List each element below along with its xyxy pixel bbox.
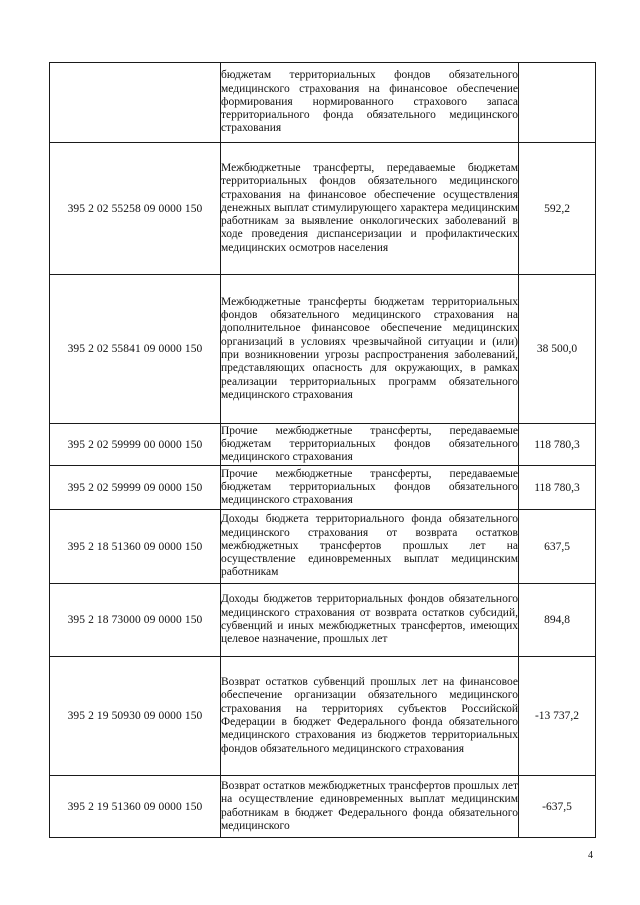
description-cell: Возврат остатков межбюджетных трансфертов прошлых лет на осуществление единовременных выплат медицинским работникам в бюджет Федерального фонда обязательного медицинского	[221, 776, 519, 838]
budget-code-cell: 395 2 18 51360 09 0000 150	[50, 510, 221, 584]
budget-code-cell: 395 2 19 50930 09 0000 150	[50, 657, 221, 776]
amount-cell: 637,5	[519, 510, 596, 584]
description-cell: Межбюджетные трансферты бюджетам территориальных фондов обязательного медицинского страхования на дополнительное финансовое обеспечение медицинских организаций в условиях чрезвычайной ситуации и (или) при возникновении угрозы распространения заболеваний, представляющих опасность для окружающих, в рамках реализации территориальных программ обязательного медицинского страхования	[221, 275, 519, 424]
description-cell: Возврат остатков субвенций прошлых лет на финансовое обеспечение организации обязательного медицинского страхования на территориях субъектов Российской Федерации в бюджет Федерального фонда обязательного медицинского страхования из бюджетов территориальных фондов обязательного медицинского страхования	[221, 657, 519, 776]
amount-cell: 118 780,3	[519, 424, 596, 466]
description-cell: Доходы бюджетов территориальных фондов обязательного медицинского страхования от возврата остатков субсидий, субвенций и иных межбюджетных трансфертов, имеющих целевое назначение, прошлых лет	[221, 584, 519, 657]
table-row	[50, 275, 596, 424]
revenue-table	[49, 62, 596, 838]
table-row	[50, 657, 596, 776]
amount-cell: 38 500,0	[519, 275, 596, 424]
table-row	[50, 63, 596, 143]
amount-cell: 118 780,3	[519, 466, 596, 510]
description-cell: Прочие межбюджетные трансферты, передаваемые бюджетам территориальных фондов обязательного медицинского страхования	[221, 424, 519, 466]
amount-cell: 592,2	[519, 143, 596, 275]
description-cell: Доходы бюджета территориального фонда обязательного медицинского страхования от возврата остатков межбюджетных трансфертов прошлых лет на осуществление единовременных выплат медицинским работникам	[221, 510, 519, 584]
page-number: 4	[588, 850, 593, 861]
description-cell: Прочие межбюджетные трансферты, передаваемые бюджетам территориальных фондов обязательного медицинского страхования	[221, 466, 519, 510]
amount-cell: -13 737,2	[519, 657, 596, 776]
table-row	[50, 143, 596, 275]
description-cell: бюджетам территориальных фондов обязательного медицинского страхования на финансовое обеспечение формирования нормированного страхового запаса территориального фонда обязательного медицинского страхования	[221, 63, 519, 143]
table-row	[50, 510, 596, 584]
budget-code-cell: 395 2 18 73000 09 0000 150	[50, 584, 221, 657]
budget-code-cell	[50, 63, 221, 143]
budget-code-cell: 395 2 02 59999 09 0000 150	[50, 466, 221, 510]
budget-code-cell: 395 2 19 51360 09 0000 150	[50, 776, 221, 838]
amount-cell: 894,8	[519, 584, 596, 657]
budget-code-cell: 395 2 02 59999 00 0000 150	[50, 424, 221, 466]
table-row	[50, 584, 596, 657]
table-row	[50, 466, 596, 510]
amount-cell	[519, 63, 596, 143]
table-row	[50, 424, 596, 466]
amount-cell: -637,5	[519, 776, 596, 838]
budget-code-cell: 395 2 02 55258 09 0000 150	[50, 143, 221, 275]
table-row	[50, 776, 596, 838]
budget-code-cell: 395 2 02 55841 09 0000 150	[50, 275, 221, 424]
description-cell: Межбюджетные трансферты, передаваемые бюджетам территориальных фондов обязательного медицинского страхования на финансовое обеспечение осуществления денежных выплат стимулирующего характера медицинским работникам за выявление онкологических заболеваний в ходе проведения диспансеризации и профилактических медицинских осмотров населения	[221, 143, 519, 275]
